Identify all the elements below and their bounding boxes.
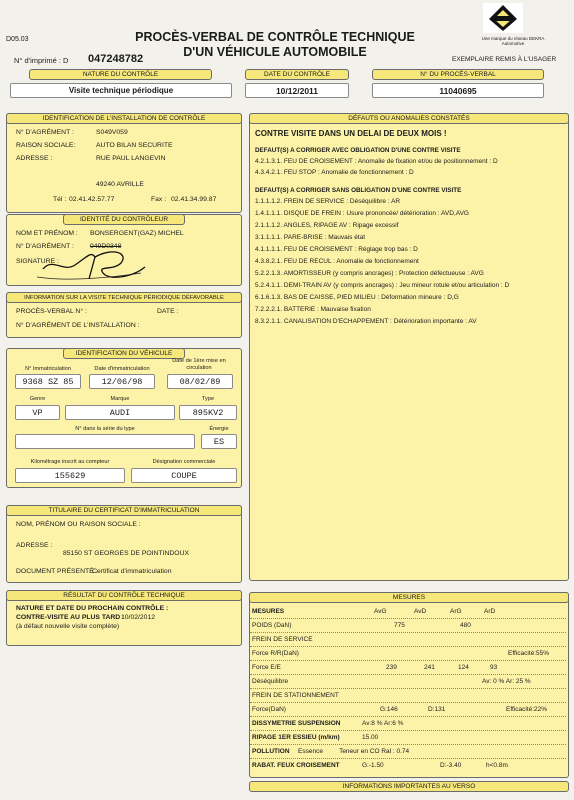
- resultat-line1: NATURE ET DATE DU PROCHAIN CONTRÔLE :: [16, 605, 169, 612]
- frein-stat-label: FREIN DE STATIONNEMENT: [252, 692, 339, 699]
- defaut-item: 4.3.4.2.1. FEU STOP : Anomalie de fonctionnement : D: [255, 169, 414, 176]
- defaut-item: 3.1.1.1.1. PARE-BRISE : Mauvais état: [255, 234, 366, 241]
- controleur-signature-label: SIGNATURE :: [16, 258, 59, 265]
- mesure-row-force-rr: [250, 647, 566, 661]
- pv-value: 11040695: [372, 83, 544, 98]
- poids-ar: 480: [460, 622, 471, 629]
- defaut-item: 1.1.1.1.2. FREIN DE SERVICE : Déséquilibre : AR: [255, 198, 401, 205]
- mesure-row-force-stat: [250, 703, 566, 717]
- resultat-title: RÉSULTAT DU CONTRÔLE TECHNIQUE: [6, 590, 242, 601]
- defaut-item: 7.2.2.2.1. BATTERIE : Mauvaise fixation: [255, 306, 371, 313]
- type-label: Type: [201, 396, 215, 402]
- print-number-label: N° d'imprimé : D: [14, 56, 69, 65]
- logo: [483, 3, 523, 39]
- centre-title: IDENTIFICATION DE L'INSTALLATION DE CONTRÔLE: [6, 113, 242, 124]
- serie-value: [15, 434, 195, 449]
- poids-label: POIDS (DaN): [252, 622, 292, 629]
- defavorable-date-label: DATE :: [157, 308, 179, 315]
- mesure-row-pollution: [250, 745, 566, 759]
- nature-header: NATURE DU CONTRÔLE: [29, 69, 212, 80]
- mesure-row-poids: [250, 619, 566, 633]
- energie-label: Énergie: [209, 426, 229, 432]
- defaut-item: 6.1.6.1.3. BAS DE CAISSE, PIED MILIEU : Déformation mineure : D,G: [255, 294, 459, 301]
- defauts-headline: CONTRE VISITE DANS UN DELAI DE DEUX MOIS !: [255, 129, 447, 138]
- mesures-box: [249, 592, 569, 778]
- force-stat-d: D:131: [428, 706, 446, 713]
- centre-tel-value: 02.41.42.57.77: [69, 196, 115, 203]
- centre-adresse-label: ADRESSE :: [16, 155, 53, 162]
- defaut-item: 4.3.8.2.1. FEU DE RECUL : Anomalie de fonctionnement: [255, 258, 419, 265]
- date-value: 10/12/2011: [245, 83, 349, 98]
- marque-label: Marque: [110, 396, 130, 402]
- mesure-row-force-ee: [250, 661, 566, 675]
- page-title-line1: PROCÈS-VERBAL DE CONTRÔLE TECHNIQUE: [135, 30, 415, 44]
- defauts-section1: DEFAUT(S) A CORRIGER AVEC OBLIGATION D'UNE CONTRE VISITE: [255, 147, 461, 154]
- deseq-label: Déséquilibre: [252, 678, 289, 685]
- force-ee-avd: 241: [424, 664, 435, 671]
- vehicule-box: [6, 348, 242, 488]
- titulaire-document-value: Certificat d'immatriculation: [92, 568, 172, 575]
- verso-banner: INFORMATIONS IMPORTANTES AU VERSO: [249, 781, 569, 792]
- mesure-row-frein-stat: [250, 689, 566, 703]
- print-number: 047248782: [88, 53, 144, 65]
- copy-note: EXEMPLAIRE REMIS À L'USAGER: [452, 56, 557, 63]
- defauts-section2: DEFAUT(S) A CORRIGER SANS OBLIGATION D'UNE CONTRE VISITE: [255, 187, 462, 194]
- force-ee-arg: 124: [458, 664, 469, 671]
- date-immat-value: 12/06/98: [89, 374, 155, 389]
- designation-value: COUPE: [131, 468, 237, 483]
- centre-agrement-label: N° D'AGRÉMENT :: [16, 129, 74, 136]
- frein-service-label: FREIN DE SERVICE: [252, 636, 313, 643]
- defauts-box: [249, 113, 569, 581]
- defaut-item: 4.2.1.3.1. FEU DE CROISEMENT : Anomalie de fixation et/ou de positionnement : D: [255, 158, 498, 165]
- pollution-value: Essence Teneur en CO Ral : 0.74: [298, 748, 410, 755]
- mesures-title: MESURES: [249, 592, 569, 603]
- centre-raison-value: AUTO BILAN SECURITE: [96, 142, 173, 149]
- titulaire-title: TITULAIRE DU CERTIFICAT D'IMMATRICULATION: [6, 505, 242, 516]
- date-circ-label: Date de 1ère mise en circulation: [172, 358, 226, 371]
- centre-raison-label: RAISON SOCIALE:: [16, 142, 76, 149]
- defavorable-agrement-label: N° D'AGRÉMENT DE L'INSTALLATION :: [16, 322, 140, 329]
- mesure-row-ripage: [250, 731, 566, 745]
- marque-value: AUDI: [65, 405, 175, 420]
- pollution-label: POLLUTION: [252, 748, 290, 755]
- form-code: D05.03: [6, 36, 29, 43]
- rabat-h: h<0.8m: [486, 762, 508, 769]
- km-value: 155629: [15, 468, 125, 483]
- controleur-title: IDENTITÉ DU CONTRÔLEUR: [63, 214, 185, 225]
- rabat-label: RABAT. FEUX CROISEMENT: [252, 762, 340, 769]
- defaut-item: 4.1.1.1.1. FEU DE CROISEMENT : Réglage trop bas : D: [255, 246, 418, 253]
- immat-value: 9368 SZ 85: [15, 374, 81, 389]
- force-stat-label: Force(DaN): [252, 706, 286, 713]
- mesure-row-deseq: [250, 675, 566, 689]
- mesure-row-dissym: [250, 717, 566, 731]
- mesure-row-frein-service: [250, 633, 566, 647]
- resultat-line2: CONTRE-VISITE AU PLUS TARD :: [16, 614, 125, 621]
- vehicule-title: IDENTIFICATION DU VÉHICULE: [63, 348, 185, 359]
- col-arg: ArG: [450, 608, 462, 615]
- defavorable-title: INFORMATION SUR LA VISITE TECHNIQUE PÉRIODIQUE DÉFAVORABLE: [6, 292, 242, 303]
- defaut-item: 1.4.1.1.1. DISQUE DE FREIN : Usure prononcée/ détérioration : AVD,AVG: [255, 210, 469, 217]
- deseq-value: Av: 0 % Ar: 25 %: [482, 678, 531, 685]
- controleur-agrement-label: N° D'AGRÉMENT :: [16, 243, 74, 250]
- defavorable-pv-label: PROCÈS-VERBAL N° :: [16, 308, 87, 315]
- poids-av: 775: [394, 622, 405, 629]
- date-circ-value: 08/02/89: [167, 374, 233, 389]
- mesures-head-row: [250, 605, 566, 619]
- titulaire-adresse-label: ADRESSE :: [16, 542, 53, 549]
- centre-agrement-value: S049V059: [96, 129, 128, 136]
- resultat-box: [6, 590, 242, 646]
- col-ard: ArD: [484, 608, 496, 615]
- logo-caption: Une marque du réseau DEKRA Automotive: [481, 36, 545, 46]
- mesure-row-rabat: [250, 759, 566, 773]
- controleur-nom-label: NOM ET PRÉNOM :: [16, 230, 78, 237]
- defaut-item: 2.1.1.1.2. ANGLES, RIPAGE AV : Ripage excessif: [255, 222, 399, 229]
- km-label: Kilométrage inscrit au compteur: [30, 459, 110, 465]
- energie-value: ES: [201, 434, 237, 449]
- titulaire-box: [6, 505, 242, 583]
- dissym-label: DISSYMETRIE SUSPENSION: [252, 720, 341, 727]
- resultat-line3: (à défaut nouvelle visite complète): [16, 623, 120, 630]
- mesures-head-label: MESURES: [252, 608, 285, 615]
- auto-bilan-logo-icon: [483, 3, 523, 33]
- defaut-item: 8.3.2.1.1. CANALISATION D'ECHAPPEMENT : Détérioration importante : AV: [255, 318, 477, 325]
- titulaire-document-label: DOCUMENT PRÉSENTÉ :: [16, 568, 98, 575]
- ripage-label: RIPAGE 1ER ESSIEU (m/km): [252, 734, 340, 741]
- genre-value: VP: [15, 405, 60, 420]
- defauts-title: DÉFAUTS OU ANOMALIES CONSTATÉS: [249, 113, 569, 124]
- date-immat-label: Date d'immatriculation: [94, 366, 150, 372]
- centre-ville-value: 49240 AVRILLE: [96, 181, 144, 188]
- centre-fax-label: Fax :: [151, 196, 167, 203]
- ripage-value: 15.00: [362, 734, 379, 741]
- force-rr-efficacite: Efficacité:55%: [508, 650, 550, 657]
- controleur-nom-value: BONSERGENT(GAZ) MICHEL: [90, 230, 184, 237]
- rabat-g: G:-1.50: [362, 762, 384, 769]
- force-ee-ard: 93: [490, 664, 498, 671]
- defaut-item: 5.2.4.1.1. DEMI-TRAIN AV (y compris ancrages) : Jeu mineur rotule et/ou articulation : D: [255, 282, 510, 289]
- dissym-value: Av:8 % Ar:6 %: [362, 720, 404, 727]
- date-header: DATE DU CONTRÔLE: [245, 69, 349, 80]
- centre-box: [6, 113, 242, 213]
- resultat-line2-value: 10/02/2012: [121, 614, 156, 621]
- force-stat-g: G:146: [380, 706, 398, 713]
- force-stat-efficacite: Efficacité:22%: [506, 706, 548, 713]
- controleur-agrement-value: 049D0348: [90, 243, 122, 250]
- force-rr-label: Force R/R(DaN): [252, 650, 299, 657]
- force-ee-label: Force E/E: [252, 664, 281, 671]
- centre-tel-label: Tél :: [53, 196, 67, 203]
- centre-fax-value: 02.41.34.99.87: [171, 196, 217, 203]
- col-avd: AvD: [414, 608, 427, 615]
- col-avg: AvG: [374, 608, 387, 615]
- signature-scribble: [33, 243, 148, 283]
- rabat-d: D:-3.40: [440, 762, 462, 769]
- genre-label: Genre: [29, 396, 46, 402]
- page-title-line2: D'UN VÉHICULE AUTOMOBILE: [183, 45, 367, 59]
- type-value: 895KV2: [179, 405, 237, 420]
- force-ee-avg: 239: [386, 664, 397, 671]
- titulaire-adresse-value: 85150 ST GEORGES DE POINTINDOUX: [63, 550, 190, 557]
- designation-label: Désignation commerciale: [152, 459, 216, 465]
- serie-label: N° dans la série du type: [75, 426, 135, 432]
- immat-label: N° Immatriculation: [25, 366, 71, 372]
- titulaire-nom-label: NOM, PRÉNOM OU RAISON SOCIALE :: [16, 521, 141, 528]
- defavorable-box: [6, 292, 242, 338]
- defaut-item: 5.2.2.1.3. AMORTISSEUR (y compris ancrages) : Protection défectueuse : AVG: [255, 270, 484, 277]
- controleur-box: [6, 214, 242, 286]
- centre-adresse-value: RUE PAUL LANGEVIN: [96, 155, 166, 162]
- nature-value: Visite technique périodique: [10, 83, 232, 98]
- pv-header: N° DU PROCÈS-VERBAL: [372, 69, 544, 80]
